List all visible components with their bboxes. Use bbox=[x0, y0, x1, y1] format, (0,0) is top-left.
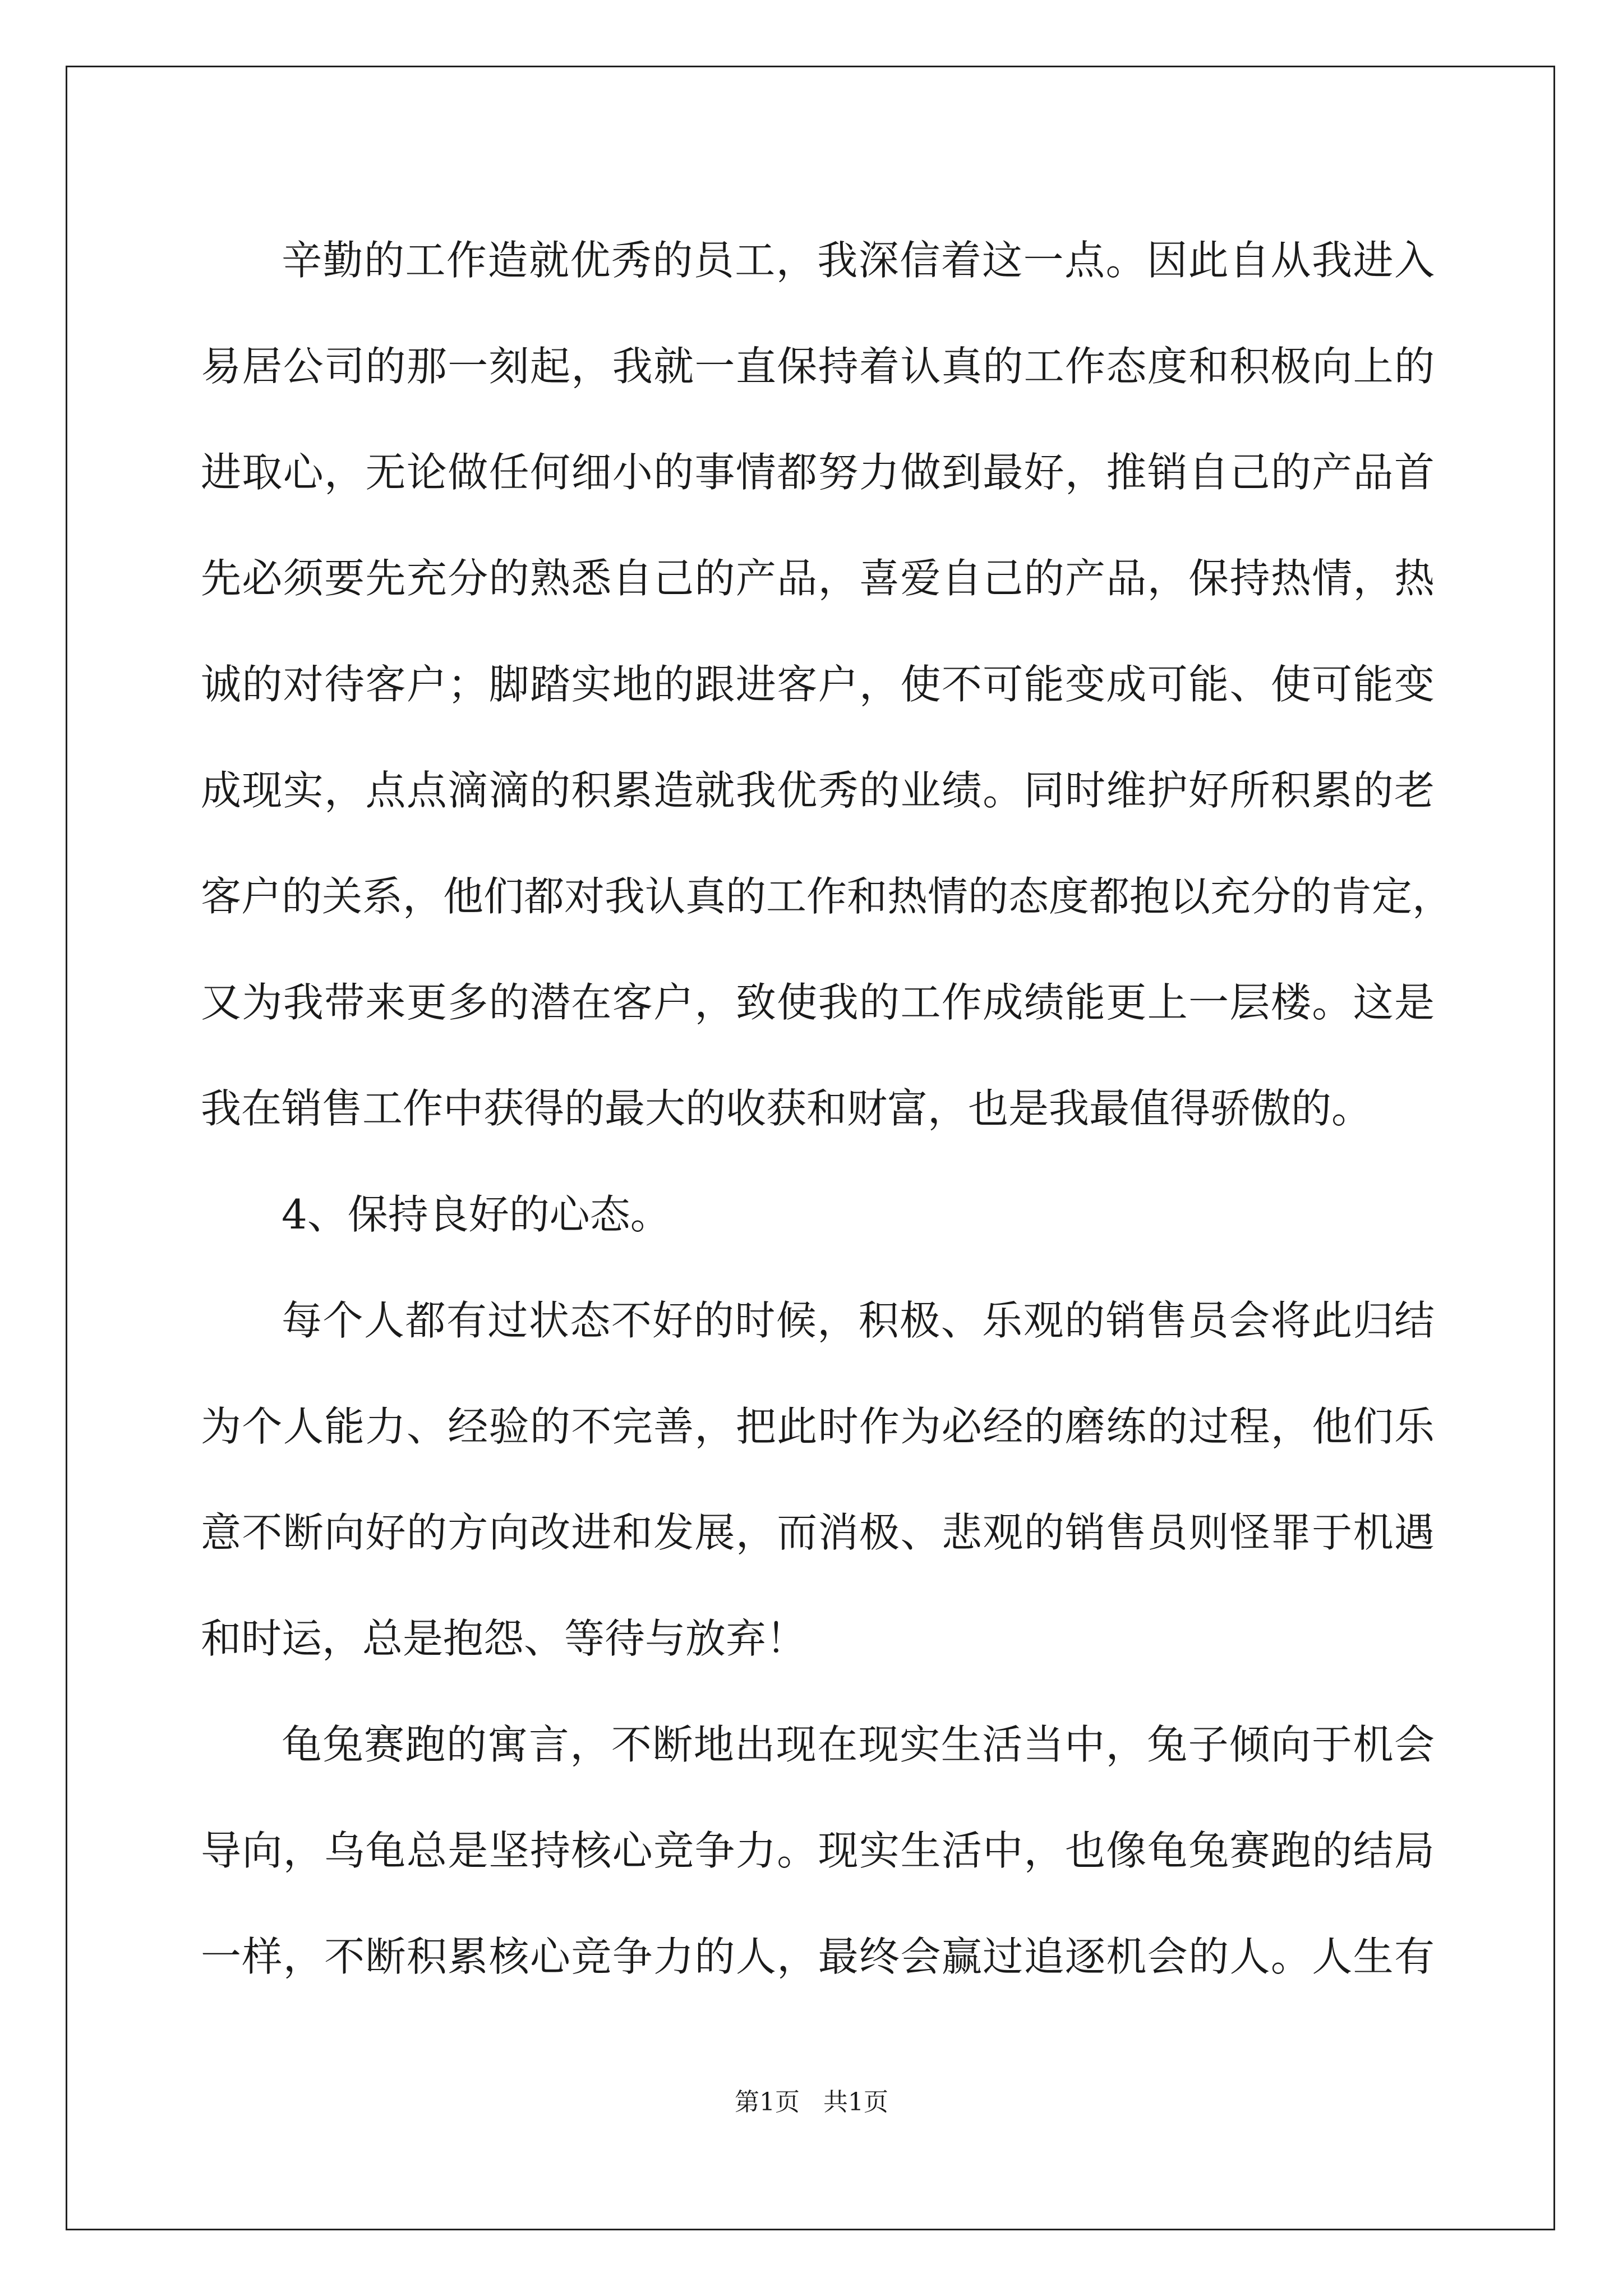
text-line: 先必须要先充分的熟悉自己的产品，喜爱自己的产品，保持热情，热 bbox=[201, 555, 1435, 602]
document-body bbox=[201, 208, 1453, 2010]
text-line: 进取心，无论做任何细小的事情都努力做到最好，推销自己的产品首 bbox=[201, 449, 1435, 496]
text-line: 导向，乌龟总是坚持核心竞争力。现实生活中，也像龟兔赛跑的结局 bbox=[201, 1827, 1435, 1874]
text-line: 成现实，点点滴滴的积累造就我优秀的业绩。同时维护好所积累的老 bbox=[201, 767, 1435, 814]
text-line: 和时运，总是抱怨、等待与放弃！ bbox=[201, 1615, 807, 1662]
text-line: 每个人都有过状态不好的时候，积极、乐观的销售员会将此归结 bbox=[282, 1297, 1435, 1344]
text-line: 诚的对待客户；脚踏实地的跟进客户，使不可能变成可能、使可能变 bbox=[201, 661, 1435, 708]
text-line: 意不断向好的方向改进和发展，而消极、悲观的销售员则怪罪于机遇 bbox=[201, 1509, 1435, 1556]
text-line: 客户的关系，他们都对我认真的工作和热情的态度都抱以充分的肯定， bbox=[201, 873, 1453, 920]
text-line: 为个人能力、经验的不完善，把此时作为必经的磨练的过程，他们乐 bbox=[201, 1403, 1435, 1450]
text-line: 易居公司的那一刻起，我就一直保持着认真的工作态度和积极向上的 bbox=[201, 343, 1435, 390]
section-heading: 4、保持良好的心态。 bbox=[282, 1191, 671, 1238]
text-line: 我在销售工作中获得的最大的收获和财富，也是我最值得骄傲的。 bbox=[201, 1085, 1372, 1132]
text-line: 辛勤的工作造就优秀的员工，我深信着这一点。因此自从我进入 bbox=[282, 237, 1435, 284]
page-number-footer: 第1页 共1页 bbox=[735, 2088, 888, 2116]
text-line: 龟兔赛跑的寓言，不断地出现在现实生活当中，兔子倾向于机会 bbox=[282, 1721, 1435, 1768]
text-line: 一样，不断积累核心竞争力的人，最终会赢过追逐机会的人。人生有 bbox=[201, 1933, 1435, 1980]
text-line: 又为我带来更多的潜在客户，致使我的工作成绩能更上一层楼。这是 bbox=[201, 979, 1435, 1026]
